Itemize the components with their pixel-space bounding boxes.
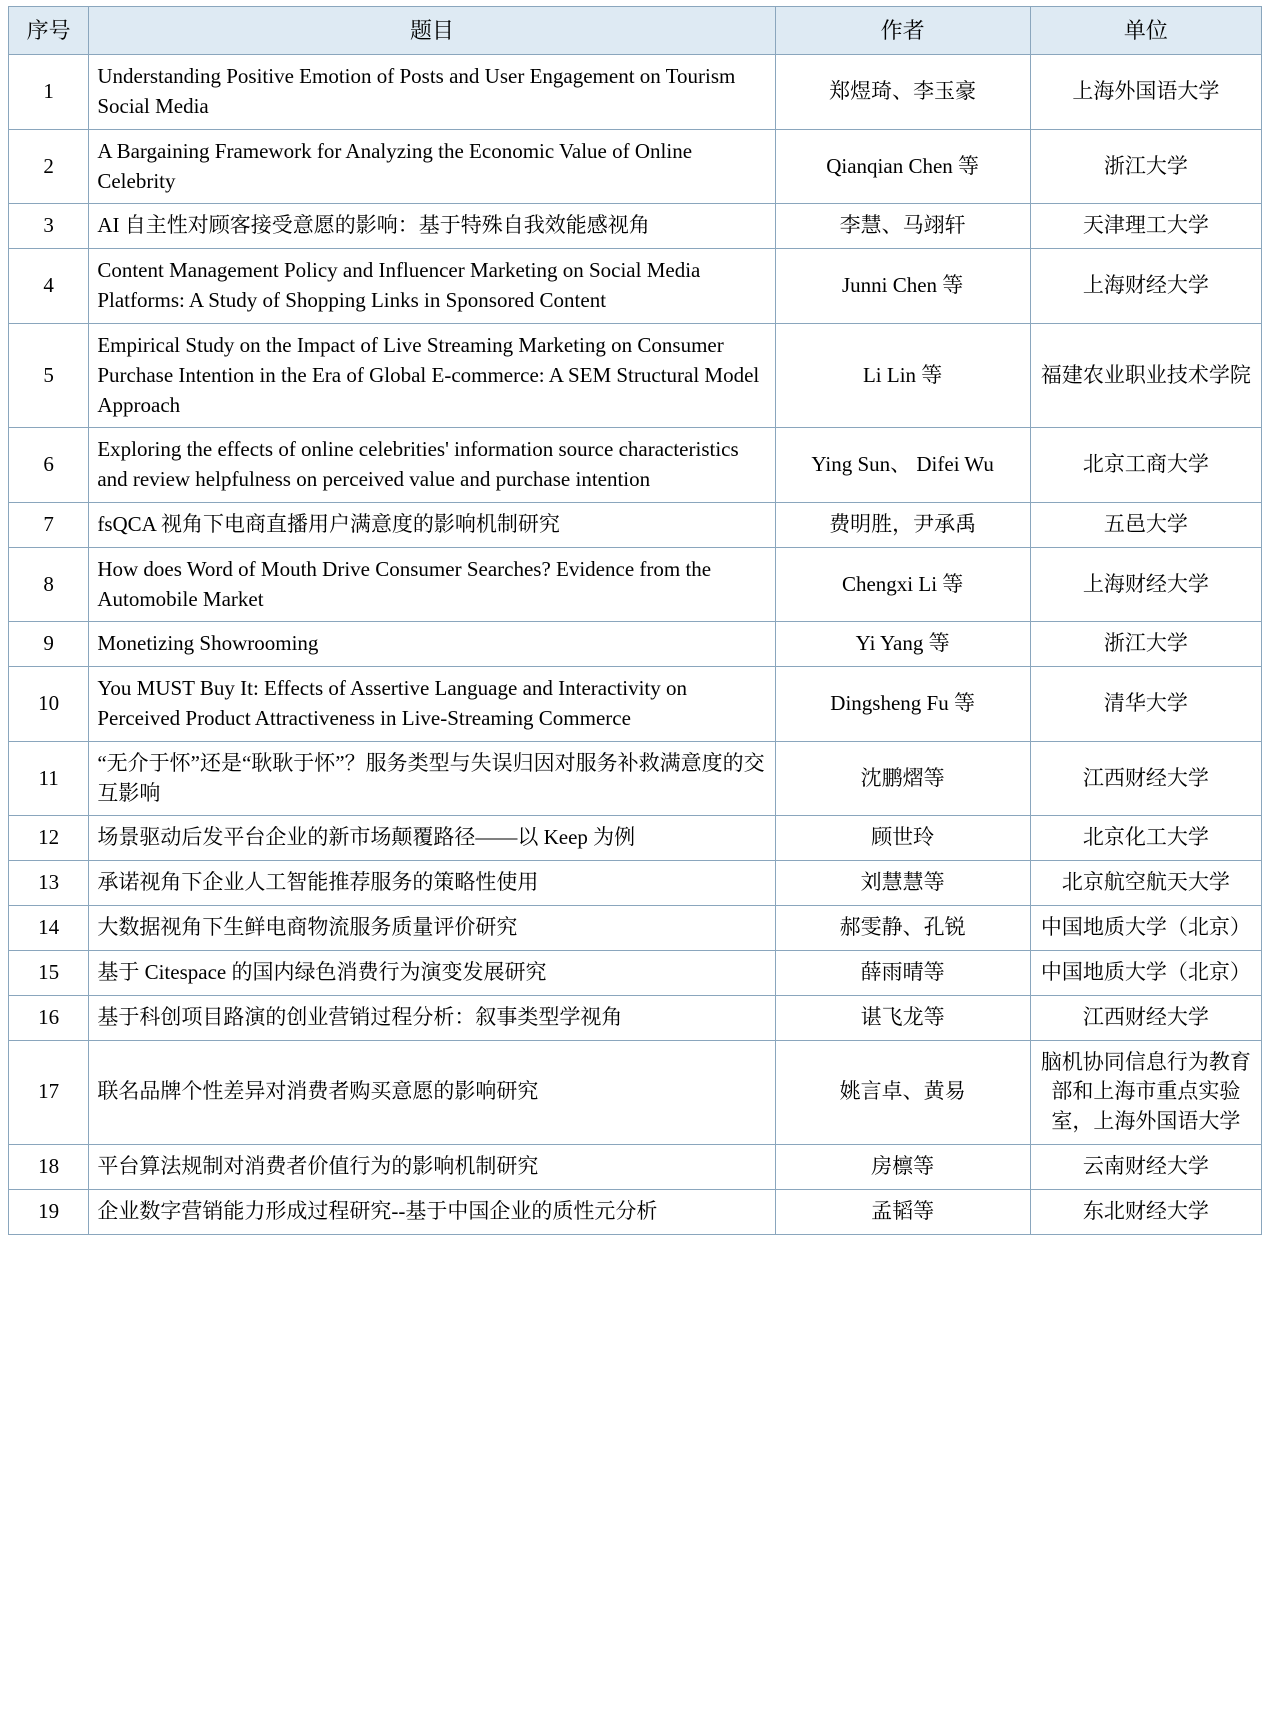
cell-title: Content Management Policy and Influencer Marketing on Social Media Platforms: A Study of Shopping Links in Sponsored Content: [89, 249, 775, 324]
cell-org: 脑机协同信息行为教育部和上海市重点实验室，上海外国语大学: [1030, 1040, 1261, 1144]
cell-index: 9: [9, 622, 89, 667]
cell-index: 19: [9, 1189, 89, 1234]
cell-title: How does Word of Mouth Drive Consumer Searches? Evidence from the Automobile Market: [89, 547, 775, 622]
cell-index: 12: [9, 816, 89, 861]
cell-index: 1: [9, 55, 89, 130]
cell-authors: 刘慧慧等: [775, 861, 1030, 906]
cell-title: 场景驱动后发平台企业的新市场颠覆路径——以 Keep 为例: [89, 816, 775, 861]
cell-index: 6: [9, 428, 89, 503]
cell-index: 13: [9, 861, 89, 906]
cell-title: 基于科创项目路演的创业营销过程分析：叙事类型学视角: [89, 995, 775, 1040]
table-row: [9, 204, 1262, 249]
cell-org: 北京工商大学: [1030, 428, 1261, 503]
column-header-authors: 作者: [775, 7, 1030, 55]
cell-org: 上海财经大学: [1030, 547, 1261, 622]
cell-authors: 薛雨晴等: [775, 950, 1030, 995]
cell-index: 2: [9, 129, 89, 204]
cell-authors: 郑煜琦、李玉豪: [775, 55, 1030, 130]
cell-title: 联名品牌个性差异对消费者购买意愿的影响研究: [89, 1040, 775, 1144]
cell-authors: Chengxi Li 等: [775, 547, 1030, 622]
cell-title: A Bargaining Framework for Analyzing the Economic Value of Online Celebrity: [89, 129, 775, 204]
cell-index: 18: [9, 1144, 89, 1189]
table-row: [9, 741, 1262, 816]
cell-authors: Junni Chen 等: [775, 249, 1030, 324]
cell-index: 16: [9, 995, 89, 1040]
cell-title: Monetizing Showrooming: [89, 622, 775, 667]
cell-org: 清华大学: [1030, 667, 1261, 742]
cell-org: 福建农业职业技术学院: [1030, 323, 1261, 427]
paper-list-table: [8, 6, 1262, 1235]
cell-title: 企业数字营销能力形成过程研究--基于中国企业的质性元分析: [89, 1189, 775, 1234]
cell-org: 云南财经大学: [1030, 1144, 1261, 1189]
cell-authors: 房檩等: [775, 1144, 1030, 1189]
cell-authors: 谌飞龙等: [775, 995, 1030, 1040]
table-row: [9, 1040, 1262, 1144]
cell-index: 8: [9, 547, 89, 622]
table-header: [9, 7, 1262, 55]
table-row: [9, 622, 1262, 667]
cell-org: 北京航空航天大学: [1030, 861, 1261, 906]
cell-org: 中国地质大学（北京）: [1030, 906, 1261, 951]
cell-title: Empirical Study on the Impact of Live Streaming Marketing on Consumer Purchase Intention in the Era of Global E-commerce: A SEM Structural Model Approach: [89, 323, 775, 427]
cell-title: Exploring the effects of online celebrities' information source characteristics and review helpfulness on perceived value and purchase intention: [89, 428, 775, 503]
table-row: [9, 995, 1262, 1040]
cell-title: You MUST Buy It: Effects of Assertive Language and Interactivity on Perceived Product Attractiveness in Live-Streaming Commerce: [89, 667, 775, 742]
cell-org: 中国地质大学（北京）: [1030, 950, 1261, 995]
cell-org: 五邑大学: [1030, 502, 1261, 547]
table-row: [9, 906, 1262, 951]
cell-org: 江西财经大学: [1030, 741, 1261, 816]
cell-authors: Qianqian Chen 等: [775, 129, 1030, 204]
cell-title: Understanding Positive Emotion of Posts and User Engagement on Tourism Social Media: [89, 55, 775, 130]
cell-index: 11: [9, 741, 89, 816]
cell-title: fsQCA 视角下电商直播用户满意度的影响机制研究: [89, 502, 775, 547]
cell-index: 14: [9, 906, 89, 951]
table-body: [9, 55, 1262, 1234]
cell-org: 浙江大学: [1030, 129, 1261, 204]
cell-org: 上海外国语大学: [1030, 55, 1261, 130]
table-row: [9, 129, 1262, 204]
cell-index: 5: [9, 323, 89, 427]
cell-index: 17: [9, 1040, 89, 1144]
table-header-row: [9, 7, 1262, 55]
table-row: [9, 1144, 1262, 1189]
cell-index: 15: [9, 950, 89, 995]
table-row: [9, 249, 1262, 324]
cell-title: 承诺视角下企业人工智能推荐服务的策略性使用: [89, 861, 775, 906]
table-row: [9, 547, 1262, 622]
table-row: [9, 816, 1262, 861]
cell-org: 江西财经大学: [1030, 995, 1261, 1040]
cell-index: 4: [9, 249, 89, 324]
cell-org: 北京化工大学: [1030, 816, 1261, 861]
cell-authors: 姚言卓、黄易: [775, 1040, 1030, 1144]
cell-authors: Dingsheng Fu 等: [775, 667, 1030, 742]
table-row: [9, 502, 1262, 547]
cell-title: “无介于怀”还是“耿耿于怀”？服务类型与失误归因对服务补救满意度的交互影响: [89, 741, 775, 816]
cell-authors: 李慧、马翊轩: [775, 204, 1030, 249]
cell-authors: 费明胜，尹承禹: [775, 502, 1030, 547]
cell-org: 东北财经大学: [1030, 1189, 1261, 1234]
cell-org: 上海财经大学: [1030, 249, 1261, 324]
cell-authors: Li Lin 等: [775, 323, 1030, 427]
cell-title: 基于 Citespace 的国内绿色消费行为演变发展研究: [89, 950, 775, 995]
cell-authors: Ying Sun、 Difei Wu: [775, 428, 1030, 503]
cell-index: 7: [9, 502, 89, 547]
cell-org: 浙江大学: [1030, 622, 1261, 667]
table-row: [9, 667, 1262, 742]
table-row: [9, 55, 1262, 130]
table-row: [9, 861, 1262, 906]
cell-index: 3: [9, 204, 89, 249]
column-header-org: 单位: [1030, 7, 1261, 55]
cell-org: 天津理工大学: [1030, 204, 1261, 249]
cell-authors: 孟韬等: [775, 1189, 1030, 1234]
table-row: [9, 428, 1262, 503]
cell-title: 大数据视角下生鲜电商物流服务质量评价研究: [89, 906, 775, 951]
column-header-index: 序号: [9, 7, 89, 55]
cell-authors: Yi Yang 等: [775, 622, 1030, 667]
cell-authors: 沈鹏熠等: [775, 741, 1030, 816]
cell-title: 平台算法规制对消费者价值行为的影响机制研究: [89, 1144, 775, 1189]
cell-authors: 顾世玲: [775, 816, 1030, 861]
column-header-title: 题目: [89, 7, 775, 55]
table-row: [9, 1189, 1262, 1234]
cell-title: AI 自主性对顾客接受意愿的影响：基于特殊自我效能感视角: [89, 204, 775, 249]
table-row: [9, 950, 1262, 995]
cell-authors: 郝雯静、孔锐: [775, 906, 1030, 951]
cell-index: 10: [9, 667, 89, 742]
table-row: [9, 323, 1262, 427]
